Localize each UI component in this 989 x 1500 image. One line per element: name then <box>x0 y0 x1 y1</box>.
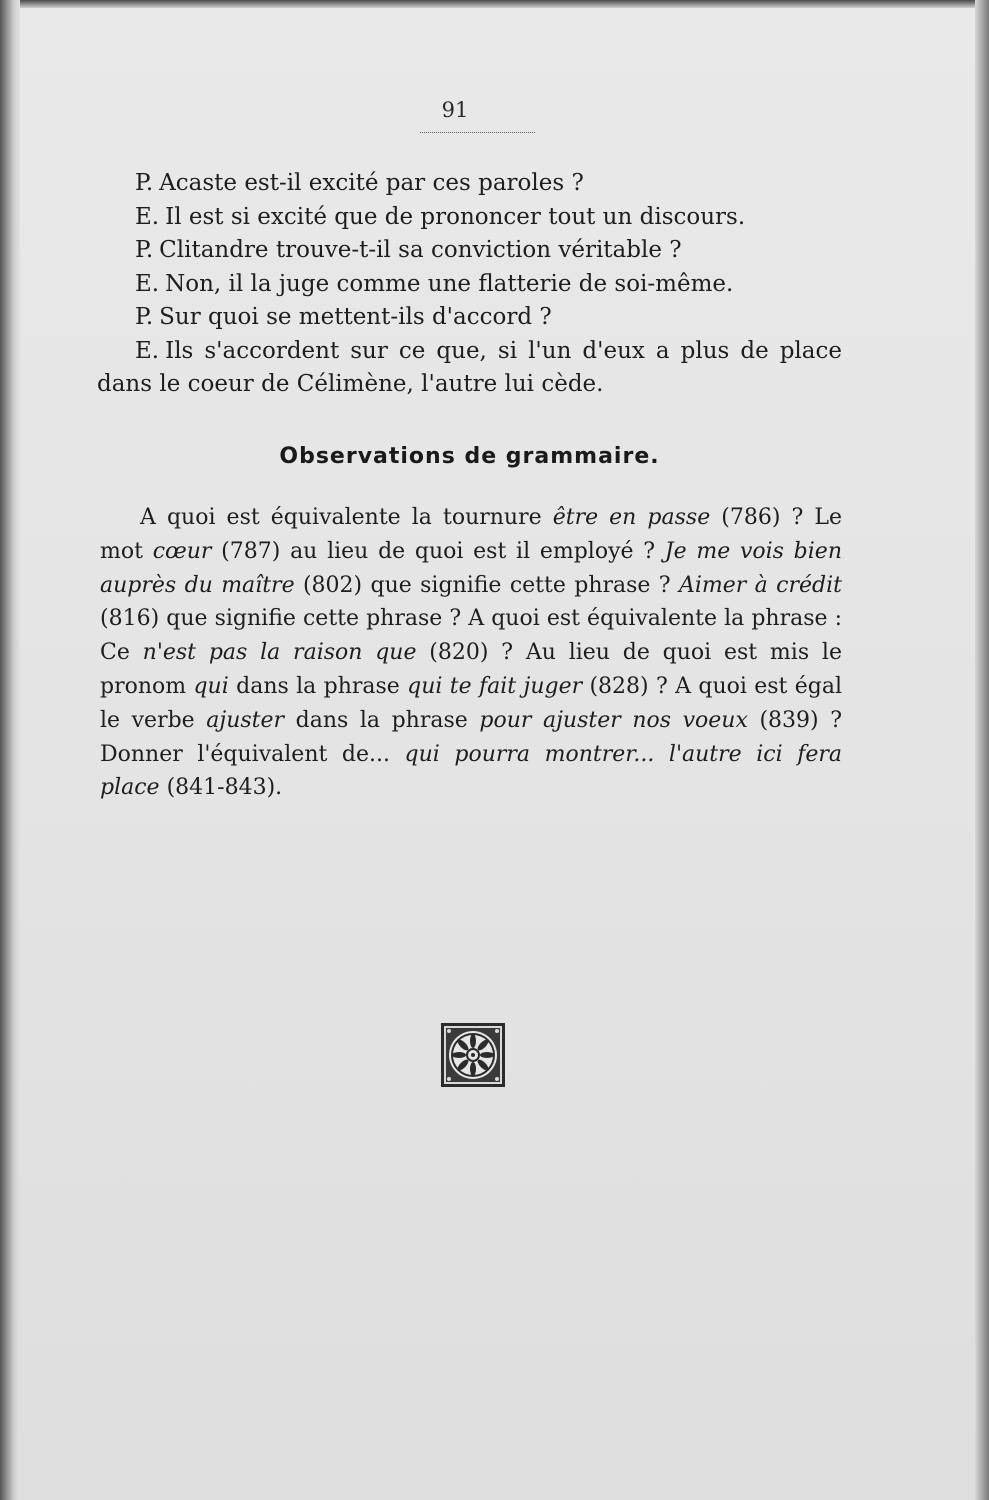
grammar-example: qui pourra montrer... l'autre ici fera place <box>100 741 842 801</box>
dialogue-line <box>97 268 842 302</box>
dialogue-line <box>97 167 842 201</box>
grammar-example: Je me vois bien auprès du maître <box>100 538 842 598</box>
dialogue-line <box>97 234 842 268</box>
grammar-text: A quoi est équivalente la tournure <box>140 505 553 530</box>
grammar-text: (802) que signifie cette phrase ? <box>294 572 679 598</box>
grammar-example: n'est pas la raison que <box>142 640 417 666</box>
grammar-text: (839) ? Donner l'équivalent de... <box>100 707 842 767</box>
dialogue-block <box>97 167 842 402</box>
dialogue-line <box>97 201 842 235</box>
page-binding-edge <box>0 0 20 1500</box>
grammar-text: dans la phrase <box>228 673 408 699</box>
dialogue-text: Acaste est-il excité par ces paroles ? <box>159 170 584 196</box>
grammar-example: cœur <box>152 538 212 564</box>
grammar-paragraph <box>100 501 842 805</box>
page-top-edge <box>0 0 989 8</box>
grammar-example: être en passe <box>552 505 711 530</box>
speaker-label: E. <box>135 203 160 230</box>
grammar-example: pour ajuster nos voeux <box>479 707 748 733</box>
section-heading: Observations de grammaire. <box>279 444 660 469</box>
grammar-text: (828) ? A quoi est égal le verbe <box>100 673 842 733</box>
grammar-text: (841-843). <box>159 775 283 801</box>
grammar-example: qui <box>193 673 229 699</box>
dialogue-text: Ils s'accordent sur ce que, si l'un d'eux a plus de place dans le coeur de Célimène, l'autre lui cède. <box>97 337 842 397</box>
page-number: 91 <box>441 98 469 122</box>
grammar-text: (820) ? Au lieu de quoi est mis le pronom <box>100 640 842 699</box>
grammar-text: (816) que signifie cette phrase ? A quoi est équivalente la phrase : Ce <box>100 606 842 666</box>
page-right-edge <box>975 0 989 1500</box>
grammar-text: dans la phrase <box>284 707 480 733</box>
rosette-ornament-icon <box>440 1022 506 1088</box>
grammar-example: Aimer à crédit <box>678 572 842 598</box>
speaker-label: P. <box>135 170 154 196</box>
grammar-text: (786) ? Le mot <box>100 505 842 564</box>
grammar-example: qui te fait juger <box>407 673 583 699</box>
page-number-rule <box>420 132 535 133</box>
dialogue-text: Clitandre trouve-t-il sa conviction véritable ? <box>159 237 682 263</box>
dialogue-text: Sur quoi se mettent-ils d'accord ? <box>159 304 552 330</box>
dialogue-line <box>97 335 842 402</box>
speaker-label: P. <box>135 304 154 330</box>
dialogue-text: Il est si excité que de prononcer tout un discours. <box>165 203 746 230</box>
dialogue-text: Non, il la juge comme une flatterie de soi-même. <box>165 270 734 297</box>
speaker-label: P. <box>135 237 154 263</box>
dialogue-line <box>97 301 842 335</box>
speaker-label: E. <box>135 337 160 364</box>
grammar-example: ajuster <box>206 707 285 733</box>
speaker-label: E. <box>135 270 160 297</box>
grammar-text: (787) au lieu de quoi est il employé ? <box>211 538 665 564</box>
